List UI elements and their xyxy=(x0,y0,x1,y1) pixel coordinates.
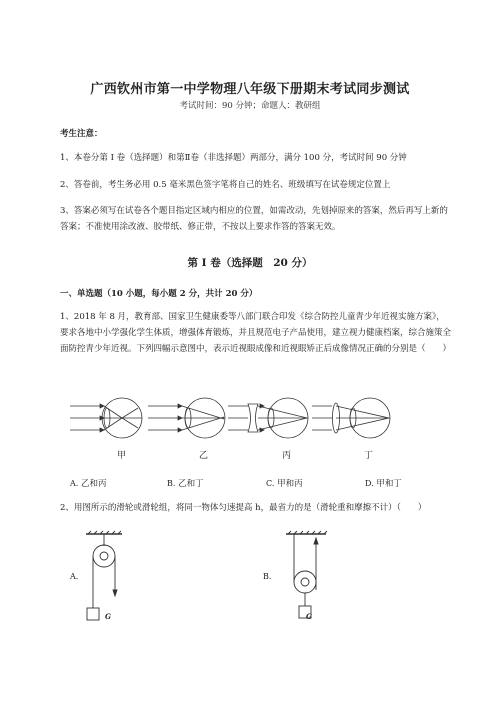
part-heading: 一、单选题（10 小题，每小题 2 分，共计 20 分） xyxy=(60,289,258,299)
option-c-text: 甲和丙 xyxy=(277,479,303,489)
figure-label-yi: 乙 xyxy=(199,451,209,461)
question-1-text: 1、2018 年 8 月，教育部、国家卫生健康委等八部门联合印发《综合防控儿童青少年近视实施方案》，要求各地中小学强化学生体质，增强体育锻炼，并且规范电子产品使用，建立视力健康档案，综合施策全面防控青少年近视。下列四幅示意图中，表示近视眼成像和近视眼矫正后成像情况正确的分别是（ ） xyxy=(60,312,452,354)
eye-diagram-ding xyxy=(312,398,390,438)
option-d-text: 甲和丁 xyxy=(376,479,402,489)
eye-diagrams xyxy=(60,392,460,444)
option-b-label: B. xyxy=(167,479,176,488)
option-b-text: 乙和丁 xyxy=(178,479,204,489)
pulley-b-weight-label: G xyxy=(306,612,312,621)
notice-heading: 考生注意： xyxy=(60,129,103,139)
option-a[interactable] xyxy=(70,477,107,489)
exam-subtitle: 考试时间：90 分钟；命题人：教研组 xyxy=(179,101,321,111)
option-d-label: D. xyxy=(365,479,374,488)
option-c-label: C. xyxy=(266,479,275,488)
option-a-label: A. xyxy=(70,479,79,488)
eye-diagram-bing xyxy=(228,398,308,438)
option-b[interactable] xyxy=(167,477,204,489)
notice-item-3: 3、答案必须写在试卷各个题目指定区域内相应的位置，如需改动，先划掉原来的答案，然后再写上新的答案；不准使用涂改液、胶带纸、修正带，不按以上要求作答的答案无效。 xyxy=(60,206,448,232)
pulley-b-label: B. xyxy=(263,572,272,581)
notice-item-1: 1、本卷分第 I 卷（选择题）和第Ⅱ卷（非选择题）两部分，满分 100 分，考试时间 90 分钟 xyxy=(60,153,407,163)
pulley-a-weight-label: G xyxy=(105,612,111,621)
option-d[interactable] xyxy=(365,477,402,489)
option-c[interactable] xyxy=(266,477,303,489)
eye-diagram-jia xyxy=(70,398,142,438)
figure-label-jia: 甲 xyxy=(117,451,127,461)
figure-label-bing: 丙 xyxy=(282,451,292,461)
question-2-text: 2、用图所示的滑轮或滑轮组，将同一物体匀速提高 h，最省力的是（滑轮重和摩擦不计）（ ） xyxy=(60,503,427,513)
option-a-text: 乙和丙 xyxy=(81,479,107,489)
eye-diagram-yi xyxy=(148,398,225,438)
exam-title: 广西钦州市第一中学物理八年级下册期末考试同步测试 xyxy=(90,82,410,97)
section-title: 第 I 卷（选择题 20 分） xyxy=(187,257,313,269)
pulley-a-label: A. xyxy=(70,572,79,581)
figure-label-ding: 丁 xyxy=(364,451,374,461)
notice-item-2: 2、答卷前，考生务必用 0.5 毫米黑色签字笔将自己的姓名、班级填写在试卷规定位置上 xyxy=(60,180,391,190)
